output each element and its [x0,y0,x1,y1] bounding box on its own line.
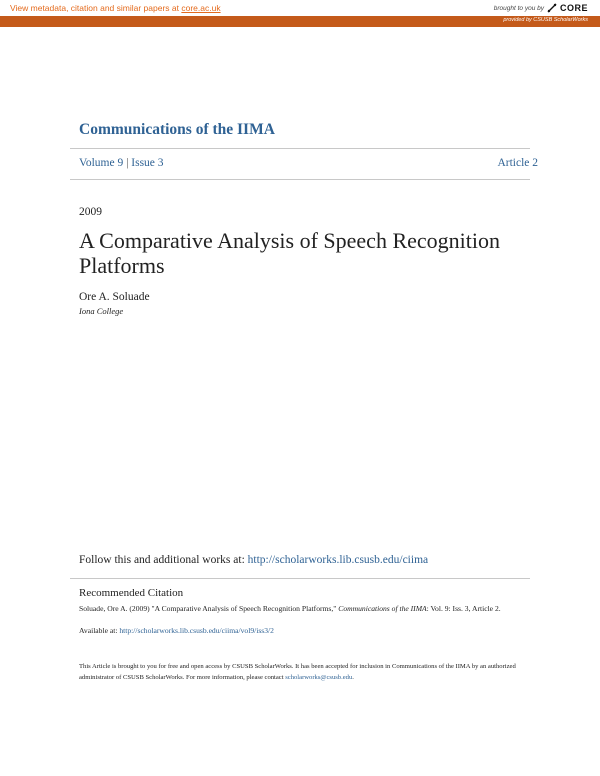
available-link[interactable]: http://scholarworks.lib.csusb.edu/ciima/vol9/iss3/2 [119,626,274,635]
follow-link[interactable]: http://scholarworks.lib.csusb.edu/ciima [247,554,429,566]
volume-link[interactable]: Volume 9 [79,157,124,169]
publication-year: 2009 [79,206,102,218]
recommended-citation-heading: Recommended Citation [79,587,184,599]
core-brought-by[interactable] [494,3,588,13]
notice-end: . [352,674,354,681]
journal-title[interactable]: Communications of the IIMA [79,121,275,138]
available-label: Available at: [79,626,120,635]
follow-label: Follow this and additional works at: [79,554,248,566]
core-provided-strip [0,16,600,27]
follow-line [79,554,428,566]
paper-title: A Comparative Analysis of Speech Recognition Platforms [79,228,500,278]
citation-prefix: Soluade, Ore A. (2009) "A Comparative Analysis of Speech Recognition Platforms," [79,604,339,613]
contact-email-link[interactable]: scholarworks@csusb.edu [285,674,353,681]
issue-divider [70,179,530,180]
follow-divider [70,578,530,579]
article-link[interactable]: Article 2 [497,157,538,169]
available-at [79,626,274,635]
core-domain-link[interactable]: core.ac.uk [181,3,221,13]
issue-separator: | [123,157,132,169]
header-divider [70,148,530,149]
citation-text [79,603,524,614]
core-logo-icon [547,3,557,13]
core-brand: CORE [559,3,588,13]
author-name: Ore A. Soluade [79,291,150,303]
core-metadata-link[interactable]: View metadata, citation and similar papers at core.ac.uk [10,3,221,13]
core-banner [0,0,600,17]
citation-journal: Communications of the IIMA [338,604,427,613]
access-notice [79,661,527,683]
author-affiliation: Iona College [79,306,124,316]
volume-issue [79,157,164,169]
issue-link[interactable]: Issue 3 [131,157,164,169]
citation-suffix: : Vol. 9: Iss. 3, Article 2. [426,604,501,613]
brought-by-label: brought to you by [493,4,544,12]
notice-text: This Article is brought to you for free and open access by CSUSB ScholarWorks. It has been accepted for inclusion in Communications of the IIMA by an authorized administrator of CSUSB ScholarWorks. For more information, please contact [79,663,516,681]
provided-by-text[interactable]: provided by CSUSB ScholarWorks [503,17,588,23]
